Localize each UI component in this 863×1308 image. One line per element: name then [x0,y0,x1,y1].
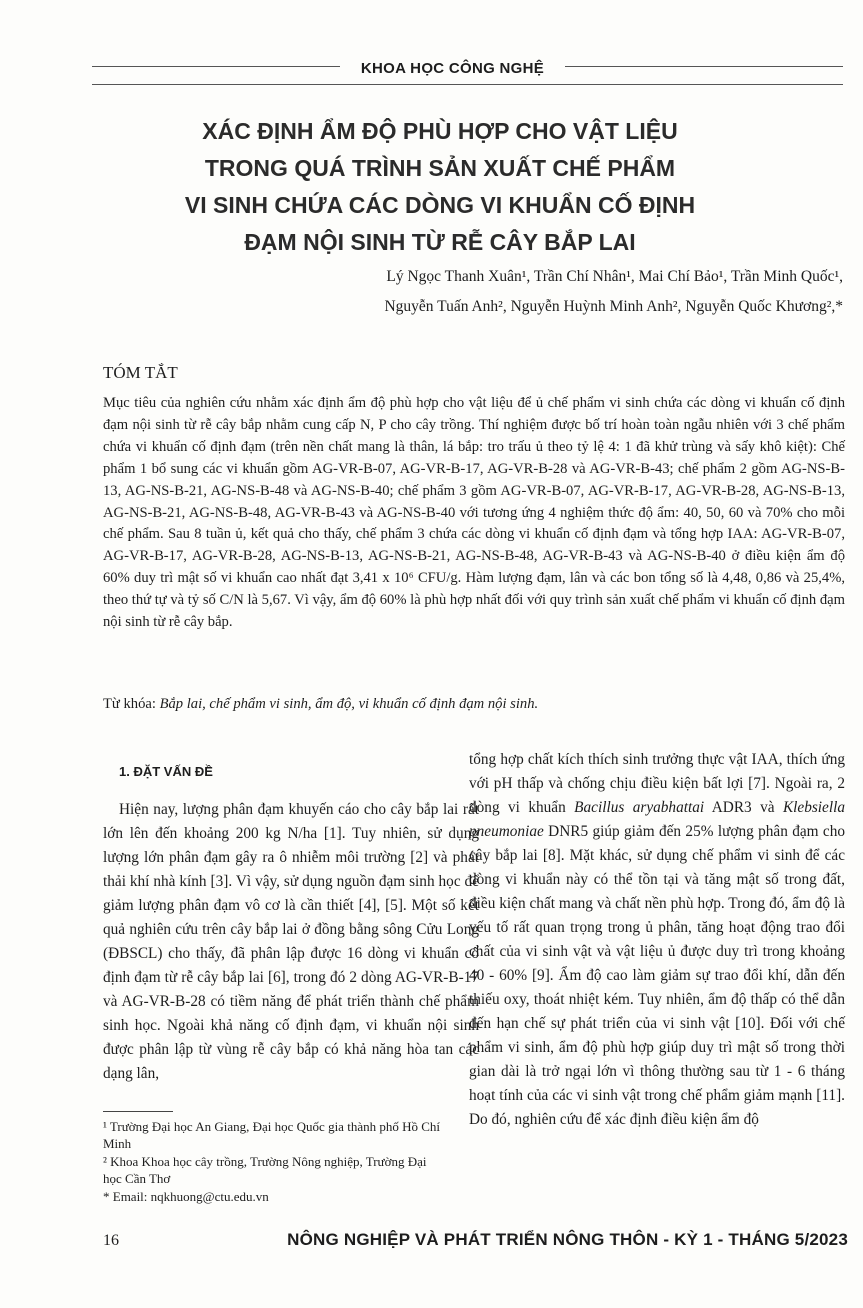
author-line: Lý Ngọc Thanh Xuân¹, Trần Chí Nhân¹, Mai Chí Bảo¹, Trần Minh Quốc¹, [386,268,843,285]
column-left [103,743,479,1086]
title-line: XÁC ĐỊNH ẨM ĐỘ PHÙ HỢP CHO VẬT LIỆU [202,118,678,144]
section-header: KHOA HỌC CÔNG NGHỆ [340,60,565,77]
intro-paragraph-continued [469,748,845,1132]
keywords-value: Bắp lai, chế phẩm vi sinh, ẩm độ, vi khuẩn cố định đạm nội sinh. [159,696,539,712]
column-right [469,748,845,1132]
footnote-email: * Email: nqkhuong@ctu.edu.vn [103,1189,269,1204]
species-name: Klebsiella pneumoniae [469,799,846,840]
page-footer [103,1230,848,1250]
author-list [143,262,843,322]
abstract-text: Mục tiêu của nghiên cứu nhằm xác định ẩm độ phù hợp cho vật liệu để ủ chế phẩm vi sinh chứa các dòng vi khuẩn cố định đạm nội sinh từ rễ cây bắp nhằm cung cấp N, P cho cây trồng. Thí nghiệm được bố trí hoàn toàn ngẫu nhiên với 3 chế phẩm chứa vi khuẩn cố định đạm (trên nền chất mang là thân, lá bắp: tro trấu ủ theo tỷ lệ 4: 1 đã khử trùng và sấy khô kiệt): Chế phẩm 1 bổ sung các vi khuẩn gồm AG-VR-B-07, AG-VR-B-17, AG-VR-B-28 và AG-VR-B-43; chế phẩm 2 gồm AG-NS-B-13, AG-NS-B-21, AG-NS-B-48 và AG-NS-B-40; chế phẩm 3 gồm AG-VR-B-07, AG-VR-B-17, AG-VR-B-28, AG-NS-B-13, AG-NS-B-21, AG-NS-B-48, AG-VR-B-43 và AG-NS-B-40 với tương ứng 4 nghiệm thức độ ẩm: 40, 50, 60 và 70% cho mỗi chế phẩm. Sau 8 tuần ủ, kết quả cho thấy, chế phẩm 3 chứa các dòng vi khuẩn cố định đạm và tổng hợp IAA: AG-VR-B-07, AG-VR-B-17, AG-VR-B-28, AG-NS-B-13, AG-NS-B-21, AG-NS-B-48, AG-VR-B-43 và AG-NS-B-40 ở điều kiện ẩm độ 60% duy trì mật số vi khuẩn cao nhất đạt 3,41 x 10⁶ CFU/g. Hàm lượng đạm, lân và các bon tổng số là 4,48, 0,86 và 25,4%, theo thứ tự và tỷ số C/N là 5,67. Vì vậy, ẩm độ 60% là phù hợp nhất đối với quy trình sản xuất chế phẩm vi khuẩn cố định đạm nội sinh từ rễ cây bắp. [103,395,845,631]
footnote-rule [103,1111,173,1112]
text-run: DNR5 giúp giảm đến 25% lượng phân đạm cho cây bắp lai [8]. Mặt khác, sử dụng chế phẩm vi sinh để các dòng vi khuẩn này có thể tồn tại và tăng mật số trong đất, điều kiện chất mang và chất nền phù hợp. Trong đó, ẩm độ là yếu tố rất quan trọng trong ủ phân, tăng hoạt động trao đổi chất của vi sinh vật và vật liệu ủ được duy trì trong khoảng 40 - 60% [9]. Ẩm độ cao làm giảm sự trao đổi khí, dẫn đến thiếu oxy, thoát nhiệt kém. Tuy nhiên, ẩm độ thấp có thể dẫn đến hạn chế sự phát triển của vi sinh vật [10]. Đối với chế phẩm vi sinh, ẩm độ phù hợp giúp duy trì mật số trong thời gian dài là trở ngại lớn vì thông thường sau từ 1 - 6 tháng hoạt tính của các vi sinh vật trong chế phẩm giảm mạnh [11]. Do đó, nghiên cứu để xác định điều kiện ẩm độ [469,823,846,1128]
footnote: ¹ Trường Đại học An Giang, Đại học Quốc gia thành phố Hồ Chí Minh [103,1119,441,1151]
title-line: TRONG QUÁ TRÌNH SẢN XUẤT CHẾ PHẨM [204,155,676,181]
intro-paragraph: Hiện nay, lượng phân đạm khuyến cáo cho cây bắp lai rất lớn lên đến khoảng 200 kg N/ha [1]. Tuy nhiên, sử dụng lượng lớn phân đạm gây ra ô nhiễm môi trường [2] và phát thải khí nhà kính [3]. Vì vậy, sử dụng nguồn đạm sinh học để giảm lượng phân đạm vô cơ là cần thiết [4], [5]. Một số kết quả nghiên cứu trên cây bắp lai ở đồng bằng sông Cửu Long (ĐBSCL) cho thấy, đã phân lập được 16 dòng vi khuẩn cố định đạm từ rễ cây bắp lai [6], trong đó 2 dòng AG-VR-B-17 và AG-VR-B-28 có tiềm năng để phát triển thành chế phẩm sinh học. Ngoài khả năng cố định đạm, vi khuẩn nội sinh được phân lập từ vùng rễ cây bắp có khả năng hòa tan các dạng lân, [103,801,479,1082]
title-line: ĐẠM NỘI SINH TỪ RỄ CÂY BẮP LAI [244,229,636,255]
footnotes [103,1119,443,1208]
text-run: tổng hợp chất kích thích sinh trưởng thực vật IAA, thích ứng với pH thấp và chống chịu điều kiện bất lợi [7]. Ngoài ra, 2 dòng vi khuẩn [469,751,845,816]
species-name: Bacillus aryabhattai [574,799,705,816]
author-line: Nguyễn Tuấn Anh², Nguyễn Huỳnh Minh Anh², Nguyễn Quốc Khương²,* [384,298,843,315]
journal-name: NÔNG NGHIỆP VÀ PHÁT TRIỂN NÔNG THÔN - KỲ 1 - THÁNG 5/2023 [287,1230,848,1249]
keywords [103,693,845,715]
text-run: ADR3 và [711,799,775,816]
article-title [60,113,820,261]
abstract-heading: TÓM TẮT [103,363,178,382]
keywords-label: Từ khóa: [103,696,156,712]
header-rule-bottom [92,84,843,85]
abstract-body [103,393,845,634]
title-line: VI SINH CHỨA CÁC DÒNG VI KHUẨN CỐ ĐỊNH [184,192,696,218]
section-heading: 1. ĐẶT VẤN ĐỀ [119,764,213,779]
footnote: ² Khoa Khoa học cây trồng, Trường Nông nghiệp, Trường Đại học Cần Thơ [103,1154,427,1186]
page-number: 16 [103,1232,119,1249]
